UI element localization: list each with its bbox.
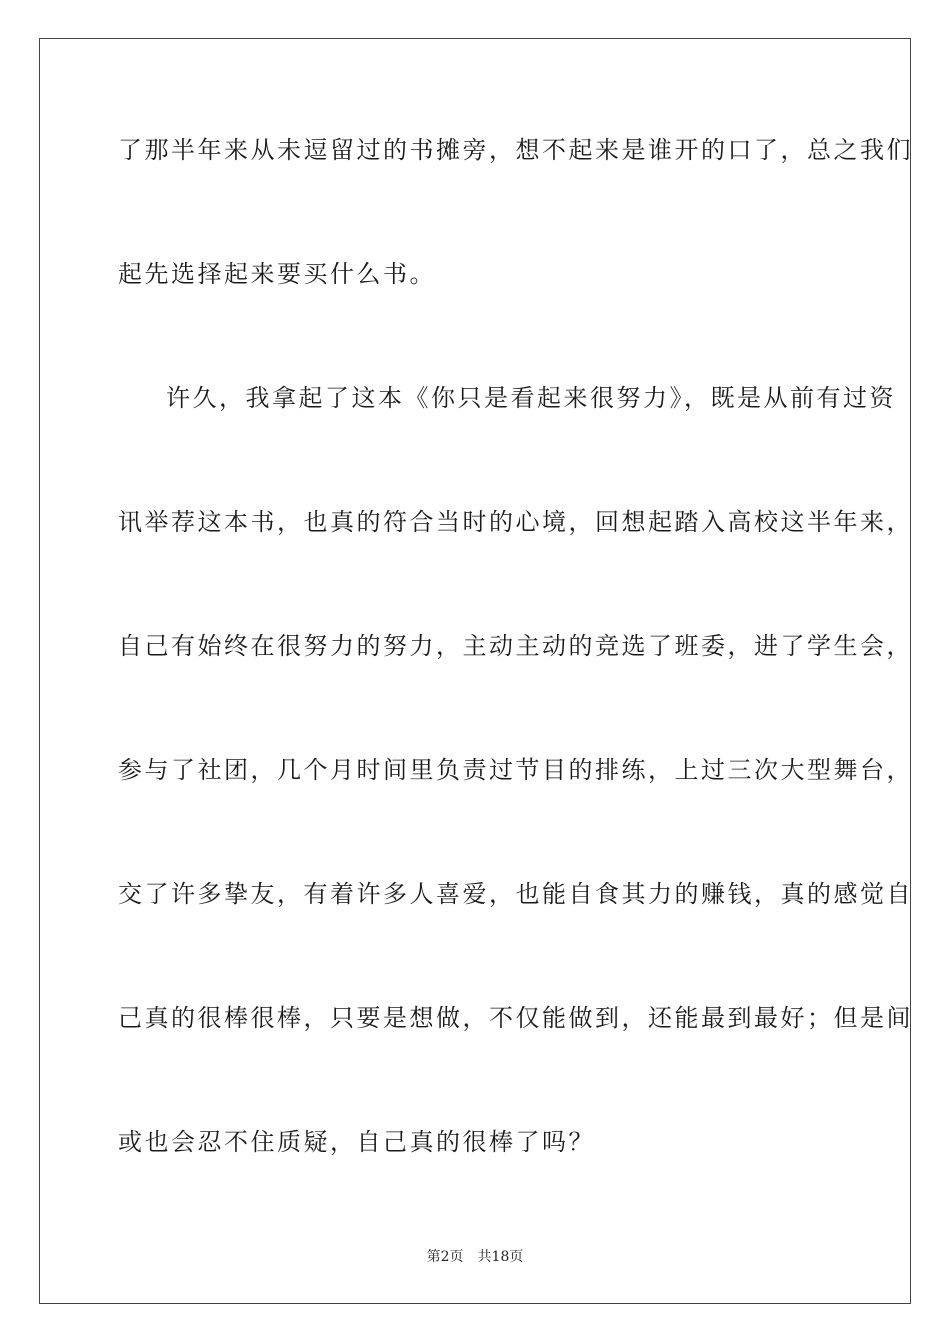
- text-line-6: 参与了社团，几个月时间里负责过节目的排练，上过三次大型舞台，: [118, 756, 913, 784]
- text-line-8: 己真的很棒很棒，只要是想做，不仅能做到，还能最到最好；但是间: [118, 1004, 913, 1032]
- text-line-3: 许久，我拿起了这本《你只是看起来很努力》，既是从前有过资: [166, 384, 896, 412]
- text-line-1: 了那半年来从未逗留过的书摊旁，想不起来是谁开的口了，总之我们: [118, 136, 913, 164]
- text-line-5: 自己有始终在很努力的努力，主动主动的竞选了班委，进了学生会，: [118, 632, 913, 660]
- text-line-9: 或也会忍不住质疑，自己真的很棒了吗？: [118, 1128, 595, 1156]
- page-number: 第2页: [426, 1249, 464, 1265]
- text-line-2: 起先选择起来要买什么书。: [118, 260, 436, 288]
- page-total: 共18页: [477, 1249, 524, 1265]
- text-line-7: 交了许多挚友，有着许多人喜爱，也能自食其力的赚钱，真的感觉自: [118, 880, 913, 908]
- text-line-4: 讯举荐这本书，也真的符合当时的心境，回想起踏入高校这半年来，: [118, 508, 913, 536]
- page-border: [39, 38, 911, 1304]
- page-footer: [0, 1248, 950, 1266]
